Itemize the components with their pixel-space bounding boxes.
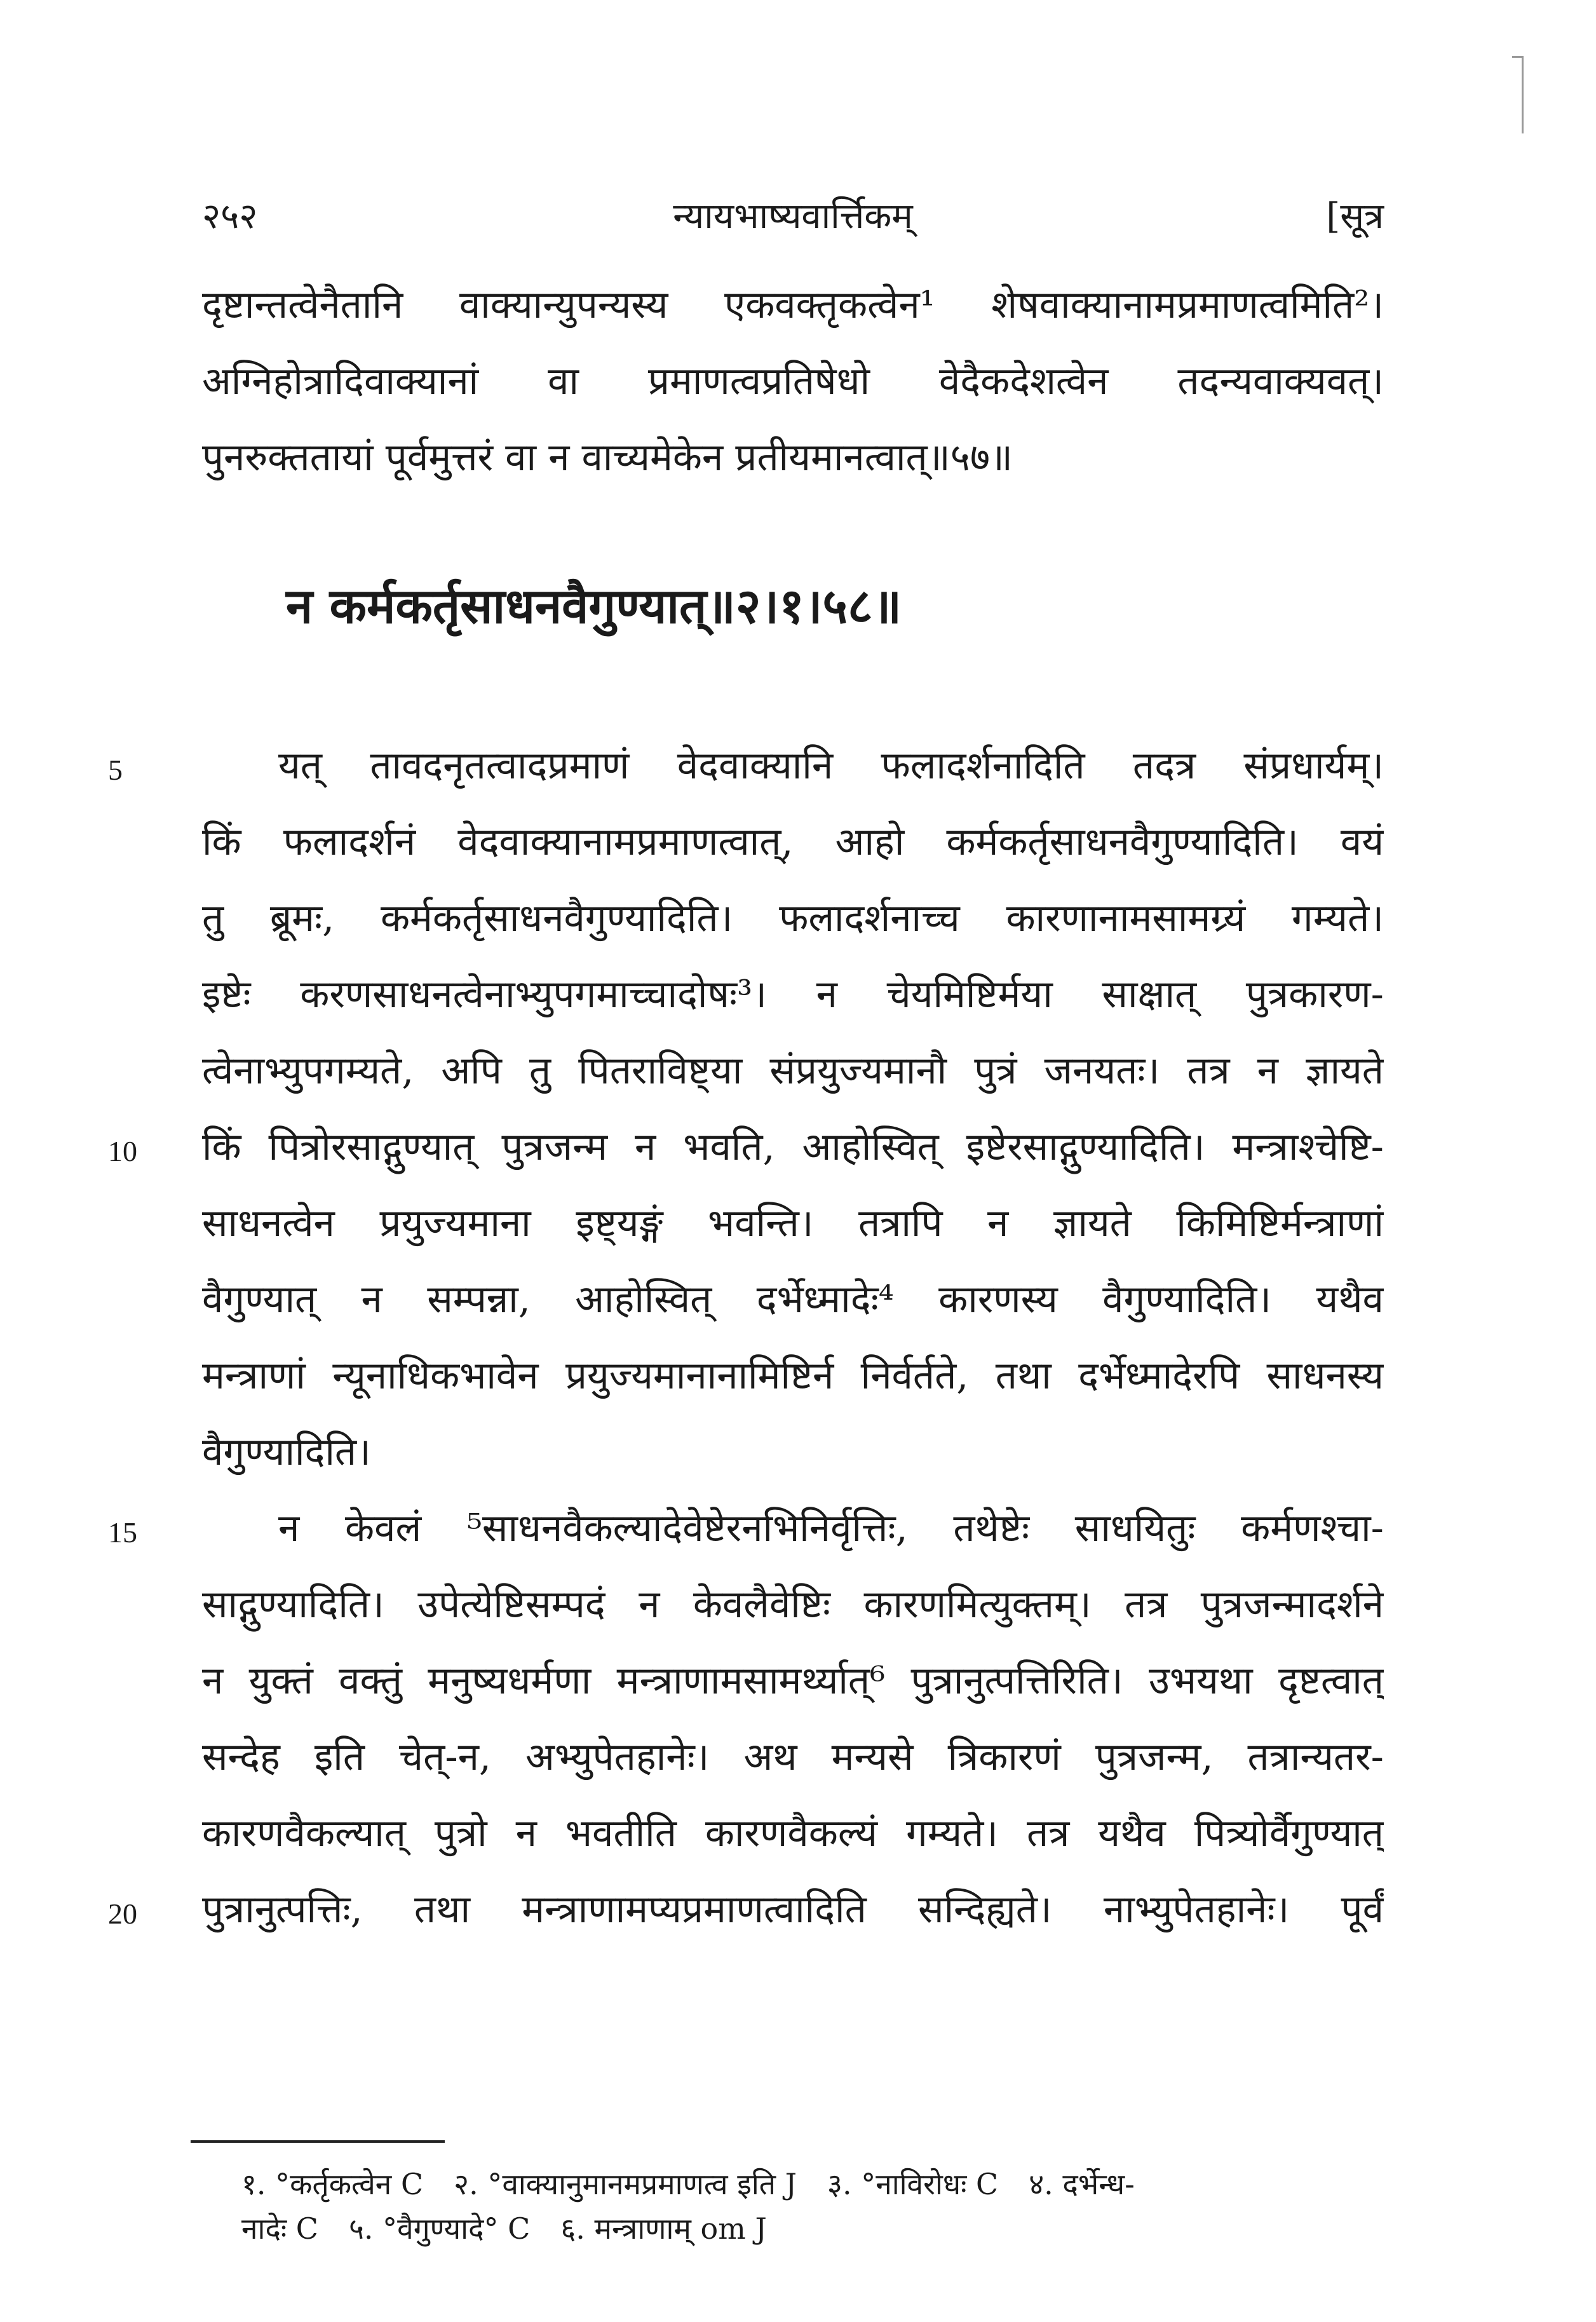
text-line: दृष्टान्तत्वेनैतानि वाक्यान्युपन्यस्य एकवक्तृकत्वेन¹ शेषवाक्यानामप्रमाणत्वमिति²। (202, 283, 1384, 327)
paragraph-commentary-1 (202, 728, 1384, 1490)
text-line: सन्देह इति चेत्-न, अभ्युपेतहानेः। अथ मन्यसे त्रिकारणं पुत्रजन्म, तत्रान्यतर- (202, 1735, 1384, 1779)
text-line: त्वेनाभ्युपगम्यते, अपि तु पितराविष्ट्या संप्रयुज्यमानौ पुत्रं जनयतः। तत्र न ज्ञायते (202, 1049, 1384, 1093)
footnote-entry: १. °कर्तृकत्वेन C (241, 2167, 424, 2201)
scan-edge-mark (1512, 56, 1524, 58)
running-title: न्यायभाष्यवार्त्तिकम् (673, 196, 913, 237)
footnote-entry: नादेः C (241, 2211, 318, 2246)
line-number-10: 10 (108, 1135, 137, 1167)
footnote-entry: ४. दर्भेन्ध- (1029, 2167, 1135, 2201)
text-line: मन्त्राणां न्यूनाधिकभावेन प्रयुज्यमानानामिष्टिर्न निर्वर्तते, तथा दर्भेध्मादेरपि साधनस्य (202, 1354, 1384, 1398)
text-line: वैगुण्यादिति। (202, 1430, 371, 1474)
text-line: साधनत्वेन प्रयुज्यमाना इष्ट्यङ्गं भवन्ति। तत्रापि न ज्ञायते किमिष्टिर्मन्त्राणां (202, 1201, 1384, 1246)
footnote-entry: ५. °वैगुण्यादे° C (348, 2211, 531, 2246)
text-line: यत् तावदनृतत्वादप्रमाणं वेदवाक्यानि फलादर्शनादिति तदत्र संप्रधार्यम्। (278, 743, 1384, 788)
text-line: वैगुण्यात् न सम्पन्ना, आहोस्वित् दर्भेध्मादेः⁴ कारणस्य वैगुण्यादिति। यथैव (202, 1277, 1384, 1322)
line-number-5: 5 (108, 754, 123, 786)
line-number-20: 20 (108, 1898, 137, 1930)
text-line: किं पित्रोरसाद्गुण्यात् पुत्रजन्म न भवति, आहोस्वित् इष्टेरसाद्गुण्यादिति। मन्त्राश्चेष्टि- (202, 1125, 1384, 1169)
footnote-divider (191, 2140, 445, 2143)
page-number: २५२ (202, 196, 258, 237)
footnotes-line-1 (241, 2164, 1385, 2203)
section-label: [सूत्र (1326, 196, 1384, 237)
text-line: किं फलादर्शनं वेदवाक्यानामप्रमाणत्वात्, आहो कर्मकर्तृसाधनवैगुण्यादिति। वयं (202, 820, 1384, 864)
text-line: पुनरुक्ततायां पूर्वमुत्तरं वा न वाच्यमेकेन प्रतीयमानत्वात्॥५७॥ (202, 435, 1013, 480)
footnotes-line-2 (241, 2208, 1385, 2248)
sutra-heading: न कर्मकर्तृसाधनवैगुण्यात्॥२।१।५८॥ (286, 578, 902, 634)
paragraph-vartika-end (202, 267, 1384, 496)
footnote-entry: २. °वाक्यानुमानमप्रमाणत्व इति J (454, 2167, 797, 2201)
line-number-15: 15 (108, 1516, 137, 1549)
text-line: कारणवैकल्यात् पुत्रो न भवतीति कारणवैकल्यं गम्यते। तत्र यथैव पित्र्योर्वैगुण्यात् (202, 1811, 1384, 1856)
text-line: तु ब्रूमः, कर्मकर्तृसाधनवैगुण्यादिति। फलादर्शनाच्च कारणानामसामग्र्यं गम्यते। (202, 896, 1384, 940)
text-line: इष्टेः करणसाधनत्वेनाभ्युपगमाच्चादोषः³। न चेयमिष्टिर्मया साक्षात् पुत्रकारण- (202, 972, 1384, 1017)
text-line: पुत्रानुत्पत्तिः, तथा मन्त्राणामप्यप्रमाणत्वादिति सन्दिह्यते। नाभ्युपेतहानेः। पूर्वं (202, 1887, 1384, 1932)
text-line: अग्निहोत्रादिवाक्यानां वा प्रमाणत्वप्रतिषेधो वेदैकदेशत्वेन तदन्यवाक्यवत्। (202, 359, 1384, 404)
text-line: न युक्तं वक्तुं मनुष्यधर्मणा मन्त्राणामसामर्थ्यात्⁶ पुत्रानुत्पत्तिरिति। उभयथा दृष्टत्वात् (202, 1659, 1384, 1703)
text-line: साद्गुण्यादिति। उपेत्येष्टिसम्पदं न केवलैवेष्टिः कारणमित्युक्तम्। तत्र पुत्रजन्मादर्शने (202, 1582, 1384, 1627)
paragraph-commentary-2 (202, 1490, 1384, 1948)
footnote-entry: ३. °नाविरोधः C (827, 2167, 999, 2201)
text-line: न केवलं ⁵साधनवैकल्यादेवेष्टेरनभिनिर्वृत्तिः, तथेष्टेः साधयितुः कर्मणश्चा- (278, 1506, 1384, 1551)
footnote-entry: ६. मन्त्राणाम् om J (560, 2211, 767, 2246)
page-header (202, 191, 1384, 248)
scan-edge-mark (1522, 57, 1524, 133)
